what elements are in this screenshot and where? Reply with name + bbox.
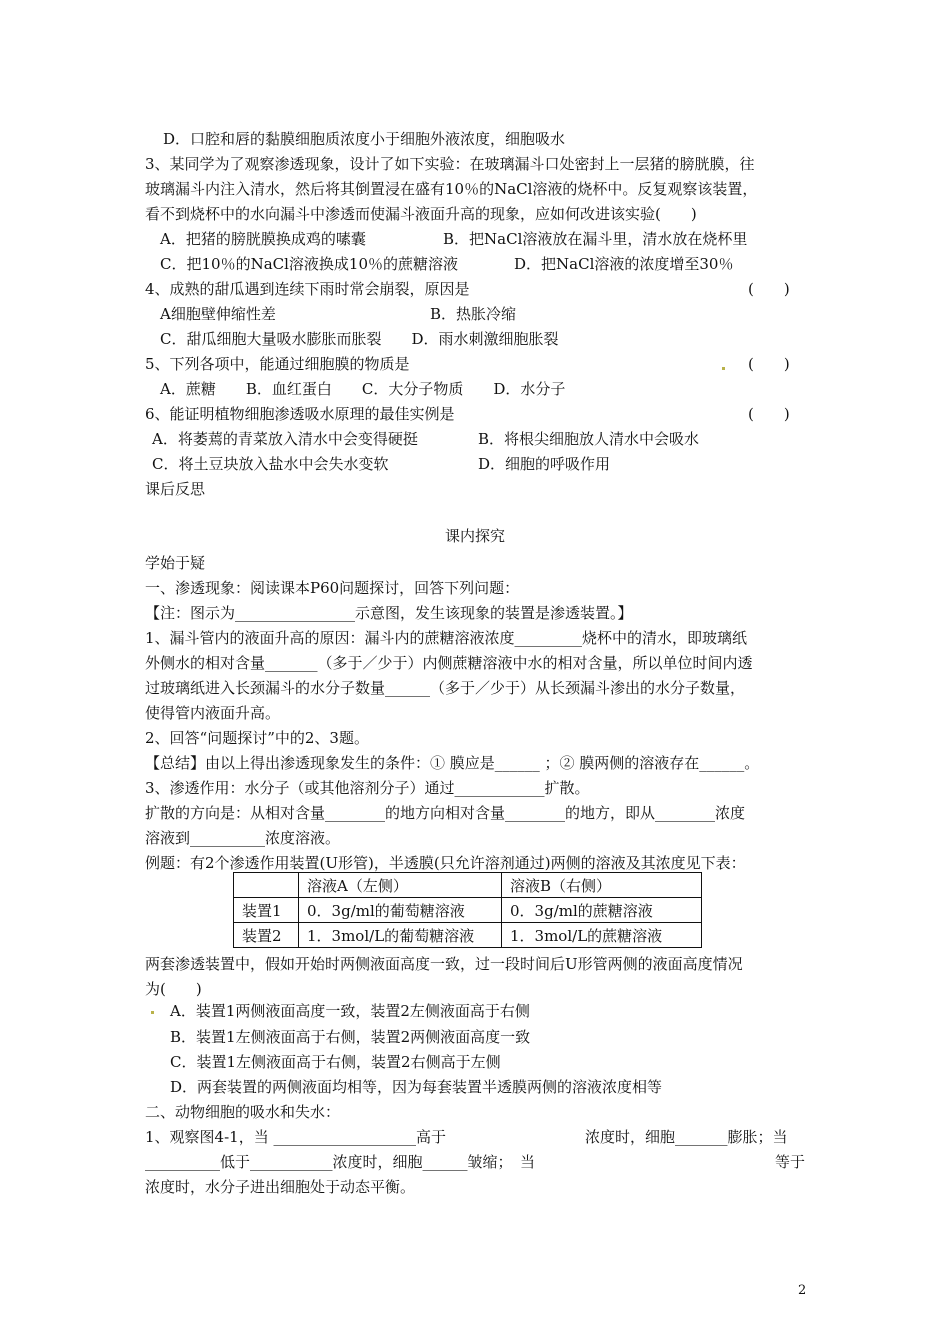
- speck-mark: [722, 367, 725, 370]
- q3-stem-line3: 看不到烧杯中的水向漏斗中渗透而使漏斗液面升高的现象，应如何改进该实验( ): [145, 205, 697, 223]
- table-cell: 装置2: [234, 923, 299, 948]
- animal-q1-line1-end: 浓度时，细胞_______膨胀；当: [585, 1128, 788, 1146]
- example-question-line1: 两套渗透装置中，假如开始时两侧液面高度一致，过一段时间后U形管两侧的液面高度情况: [145, 955, 743, 973]
- note-line: 【注：图示为________________示意图，发生该现象的装置是渗透装置。】: [145, 604, 633, 622]
- section-title: 课内探究: [444, 527, 505, 545]
- table-cell: 1．3mol/L的葡萄糖溶液: [299, 923, 502, 948]
- q3-option-b: B．把NaCl溶液放在漏斗里，清水放在烧杯里: [443, 230, 748, 248]
- q4-option-b: B．热胀冷缩: [430, 305, 517, 323]
- q6-option-c: C．将土豆块放入盐水中会失水变软: [152, 455, 389, 473]
- table-row: [234, 898, 702, 923]
- example-option-b: B．装置1左侧液面高于右侧，装置2两侧液面高度一致: [170, 1028, 531, 1046]
- q5-answer-blank: ( ): [748, 355, 790, 373]
- summary-line: 【总结】由以上得出渗透现象发生的条件：① 膜应是______ ；② 膜两侧的溶液存在______。: [145, 754, 760, 772]
- q1-line4: 使得管内液面升高。: [145, 704, 281, 722]
- example-option-a: A．装置1两侧液面高度一致，装置2左侧液面高于右侧: [170, 1002, 530, 1020]
- table-row: [234, 923, 702, 948]
- table-cell: 1．3mol/L的蔗糖溶液: [502, 923, 702, 948]
- q5-options: A．蔗糖 B．血红蛋白 C．大分子物质 D．水分子: [160, 380, 566, 398]
- q6-option-b: B．将根尖细胞放人清水中会吸水: [478, 430, 700, 448]
- q4-answer-blank: ( ): [748, 280, 790, 298]
- q4-options-cd: C．甜瓜细胞大量吸水膨胀而胀裂 D．雨水刺激细胞胀裂: [160, 330, 559, 348]
- page-number: 2: [798, 1283, 807, 1298]
- table-header-cell: 溶液A（左侧）: [299, 873, 502, 898]
- q1-line2: 外侧水的相对含量_______（多于／少于）内侧蔗糖溶液中水的相对含量，所以单位时间内透: [145, 654, 753, 672]
- q3-option-a: A．把猪的膀胱膜换成鸡的嗉囊: [160, 230, 366, 248]
- q3-option-d: D．把NaCl溶液的浓度增至30％: [514, 255, 734, 273]
- q4-stem: 4、成熟的甜瓜遇到连续下雨时常会崩裂，原因是: [145, 280, 470, 298]
- part1-heading: 一、渗透现象：阅读课本P60问题探讨，回答下列问题：: [145, 579, 520, 597]
- q6-answer-blank: ( ): [748, 405, 790, 423]
- q6-option-a: A．将萎蔫的青菜放入清水中会变得硬挺: [152, 430, 418, 448]
- table-cell: 装置1: [234, 898, 299, 923]
- q3-option-c: C．把10％的NaCl溶液换成10％的蔗糖溶液: [160, 255, 458, 273]
- part2-heading: 二、动物细胞的吸水和失水：: [145, 1103, 341, 1121]
- animal-q1-line2-end: 等于: [775, 1153, 806, 1171]
- q3-stem-line2: 玻璃漏斗内注入清水，然后将其倒置浸在盛有10％的NaCl溶液的烧杯中。反复观察该装置，: [145, 180, 758, 198]
- animal-q1-line1-start: 1、观察图4-1，当 ___________________高于: [145, 1128, 446, 1146]
- q2-line: 2、回答“问题探讨”中的2、3题。: [145, 729, 369, 747]
- q2-option-d: D．口腔和唇的黏膜细胞质浓度小于细胞外液浓度，细胞吸水: [163, 130, 566, 148]
- table-cell: 0．3g/ml的葡萄糖溶液: [299, 898, 502, 923]
- table-header-cell: 溶液B（右侧）: [502, 873, 702, 898]
- q5-stem: 5、下列各项中，能通过细胞膜的物质是: [145, 355, 410, 373]
- diffusion-line1: 扩散的方向是：从相对含量________的地方向相对含量________的地方，即从________浓度: [145, 804, 746, 822]
- table-header-cell: [234, 873, 299, 898]
- example-option-d: D．两套装置的两侧液面均相等，因为每套装置半透膜两侧的溶液浓度相等: [170, 1078, 663, 1096]
- q6-option-d: D．细胞的呼吸作用: [478, 455, 611, 473]
- example-stem: 例题：有2个渗透作用装置(U形管)，半透膜(只允许溶剂通过)两侧的溶液及其浓度见下表：: [145, 854, 746, 872]
- animal-q1-line3: 浓度时，水分子进出细胞处于动态平衡。: [145, 1178, 416, 1196]
- speck-mark: [151, 1011, 154, 1014]
- q3-osmosis-line: 3、渗透作用：水分子（或其他溶剂分子）通过____________扩散。: [145, 779, 590, 797]
- q1-line3: 过玻璃纸进入长颈漏斗的水分子数量______（多于／少于）从长颈漏斗渗出的水分子数量，: [145, 679, 746, 697]
- q1-line1: 1、漏斗管内的液面升高的原因：漏斗内的蔗糖溶液浓度_________烧杯中的清水，即玻璃纸: [145, 629, 748, 647]
- diffusion-line2: 溶液到__________浓度溶液。: [145, 829, 341, 847]
- q4-option-a: A细胞壁伸缩性差: [160, 305, 276, 323]
- example-table: [233, 872, 702, 948]
- q6-stem: 6、能证明植物细胞渗透吸水原理的最佳实例是: [145, 405, 455, 423]
- example-option-c: C．装置1左侧液面高于右侧，装置2右侧高于左侧: [170, 1053, 501, 1071]
- table-cell: 0．3g/ml的蔗糖溶液: [502, 898, 702, 923]
- table-header-row: [234, 873, 702, 898]
- example-question-line2: 为( ): [145, 980, 202, 998]
- subsection-heading: 学始于疑: [145, 554, 206, 572]
- reflection-heading: 课后反思: [145, 480, 206, 498]
- animal-q1-line2-start: __________低于___________浓度时，细胞______皱缩； 当: [145, 1153, 536, 1171]
- q3-stem-line1: 3、某同学为了观察渗透现象，设计了如下实验：在玻璃漏斗口处密封上一层猪的膀胱膜，往: [145, 155, 755, 173]
